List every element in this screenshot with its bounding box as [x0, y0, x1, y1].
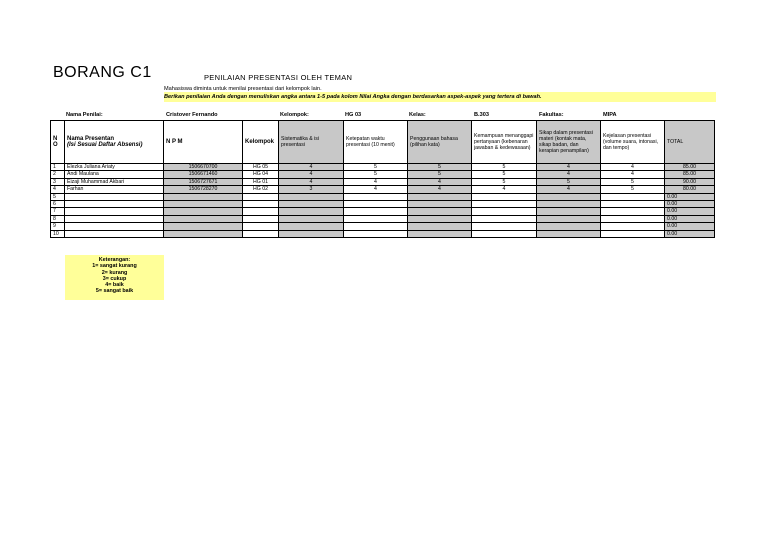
- header-sikap: Sikap dalam presentasi materi (kontak mata, sikap badan, dan kerapian penampilan): [537, 121, 601, 164]
- header-total: TOTAL: [665, 121, 715, 164]
- cell-ketepatan-waktu[interactable]: [344, 208, 408, 215]
- cell-bahasa[interactable]: 4: [408, 186, 472, 193]
- cell-total: 0.00: [665, 215, 715, 222]
- table-row: [51, 186, 715, 193]
- legend-item: 5= sangat baik: [95, 288, 134, 295]
- cell-bahasa[interactable]: [408, 193, 472, 200]
- cell-menanggapi[interactable]: [472, 223, 537, 230]
- cell-npm[interactable]: 1506727671: [164, 178, 243, 185]
- cell-sikap[interactable]: [537, 193, 601, 200]
- cell-kejelasan[interactable]: [601, 193, 665, 200]
- cell-nama[interactable]: [65, 223, 164, 230]
- cell-npm[interactable]: [164, 201, 243, 208]
- cell-no: 7: [51, 208, 65, 215]
- cell-kelompok[interactable]: HG 01: [243, 178, 279, 185]
- cell-kelompok[interactable]: [243, 193, 279, 200]
- cell-no: 9: [51, 223, 65, 230]
- cell-kejelasan[interactable]: [601, 230, 665, 237]
- header-sistematika: Sistematika & isi presentasi: [279, 121, 344, 164]
- cell-no: 4: [51, 186, 65, 193]
- cell-total: 90.00: [665, 178, 715, 185]
- instruction-line-2: Berikan penilaian Anda dengan menuliskan angka antara 1-5 pada kolom Nilai Angka dengan berdasarkan aspek-aspek yang tertera di bawah.: [164, 92, 716, 102]
- table-row: [51, 215, 715, 222]
- form-title: BORANG C1: [53, 64, 152, 81]
- penilai-value[interactable]: Cristover Fernando: [166, 112, 218, 118]
- header-no: N O: [51, 121, 65, 164]
- cell-nama[interactable]: [65, 193, 164, 200]
- cell-sikap[interactable]: [537, 208, 601, 215]
- cell-npm[interactable]: [164, 208, 243, 215]
- legend-item: 4= baik: [105, 282, 124, 289]
- cell-menanggapi[interactable]: [472, 208, 537, 215]
- cell-kejelasan[interactable]: [601, 215, 665, 222]
- cell-sikap[interactable]: [537, 201, 601, 208]
- cell-npm[interactable]: 1506670700: [164, 164, 243, 171]
- cell-no: 1: [51, 164, 65, 171]
- cell-no: 10: [51, 230, 65, 237]
- cell-nama[interactable]: [65, 208, 164, 215]
- cell-sikap[interactable]: [537, 230, 601, 237]
- cell-total: 0.00: [665, 193, 715, 200]
- cell-kelompok[interactable]: [243, 208, 279, 215]
- cell-kejelasan[interactable]: 5: [601, 186, 665, 193]
- table-row: [51, 208, 715, 215]
- cell-kelompok[interactable]: HG 05: [243, 164, 279, 171]
- cell-kejelasan[interactable]: [601, 201, 665, 208]
- cell-menanggapi[interactable]: 5: [472, 178, 537, 185]
- cell-total: 80.00: [665, 186, 715, 193]
- cell-bahasa[interactable]: [408, 230, 472, 237]
- table-row: [51, 223, 715, 230]
- cell-ketepatan-waktu[interactable]: 5: [344, 171, 408, 178]
- cell-nama[interactable]: Eizaji Muhammad Akbari: [65, 178, 164, 185]
- cell-no: 2: [51, 171, 65, 178]
- legend-item: 3= cukup: [102, 275, 127, 282]
- table-row: [51, 201, 715, 208]
- table-row: [51, 164, 715, 171]
- cell-sikap[interactable]: [537, 215, 601, 222]
- cell-bahasa[interactable]: [408, 223, 472, 230]
- cell-kejelasan[interactable]: [601, 208, 665, 215]
- legend-title: Keterangan:: [98, 257, 131, 263]
- header-ketepatan-waktu: Ketepatan waktu presentasi (10 menit): [344, 121, 408, 164]
- cell-menanggapi[interactable]: [472, 230, 537, 237]
- cell-sistematika[interactable]: [279, 230, 344, 237]
- cell-menanggapi[interactable]: [472, 193, 537, 200]
- cell-ketepatan-waktu[interactable]: [344, 215, 408, 222]
- cell-menanggapi[interactable]: [472, 201, 537, 208]
- kelas-value[interactable]: B.303: [474, 112, 489, 118]
- cell-sistematika[interactable]: [279, 208, 344, 215]
- cell-sistematika[interactable]: 4: [279, 178, 344, 185]
- cell-kelompok[interactable]: HG 04: [243, 171, 279, 178]
- cell-npm[interactable]: [164, 215, 243, 222]
- header-kejelasan: Kejelasan presentasi (volume suara, intonasi, dan tempo): [601, 121, 665, 164]
- legend-item: 1= sangat kurang: [92, 263, 137, 270]
- cell-kelompok[interactable]: HG 02: [243, 186, 279, 193]
- cell-sistematika[interactable]: [279, 193, 344, 200]
- cell-total: 85.00: [665, 171, 715, 178]
- header-nama: [65, 121, 164, 164]
- cell-nama[interactable]: Elezka Juliana Ariaty: [65, 164, 164, 171]
- cell-npm[interactable]: [164, 223, 243, 230]
- cell-ketepatan-waktu[interactable]: [344, 230, 408, 237]
- cell-bahasa[interactable]: 5: [408, 171, 472, 178]
- cell-ketepatan-waktu[interactable]: 4: [344, 186, 408, 193]
- cell-bahasa[interactable]: 5: [408, 164, 472, 171]
- header-bahasa: Penggunaan bahasa (pilihan kata): [408, 121, 472, 164]
- cell-sikap[interactable]: 4: [537, 186, 601, 193]
- fakultas-label: Fakultas:: [539, 112, 564, 118]
- header-nama-title: Nama Presentan: [67, 136, 115, 142]
- cell-nama[interactable]: Andi Maulana: [65, 171, 164, 178]
- cell-kelompok[interactable]: [243, 223, 279, 230]
- cell-no: 8: [51, 215, 65, 222]
- cell-sistematika[interactable]: [279, 223, 344, 230]
- cell-menanggapi[interactable]: 5: [472, 171, 537, 178]
- cell-sikap[interactable]: [537, 223, 601, 230]
- cell-bahasa[interactable]: [408, 208, 472, 215]
- kelas-label: Kelas:: [409, 112, 426, 118]
- cell-nama[interactable]: Farhan: [65, 186, 164, 193]
- table-row: [51, 193, 715, 200]
- cell-kelompok[interactable]: [243, 230, 279, 237]
- cell-menanggapi[interactable]: [472, 215, 537, 222]
- cell-sikap[interactable]: 4: [537, 164, 601, 171]
- legend-item: 2= kurang: [101, 269, 128, 276]
- legend-box: [65, 255, 164, 300]
- cell-no: 3: [51, 178, 65, 185]
- table-row: [51, 178, 715, 185]
- cell-sikap[interactable]: 5: [537, 178, 601, 185]
- instruction-line-1: Mahasiswa diminta untuk menilai presentasi dari kelompok lain.: [164, 86, 322, 92]
- cell-bahasa[interactable]: [408, 215, 472, 222]
- assessment-table: [50, 120, 715, 238]
- cell-ketepatan-waktu[interactable]: [344, 193, 408, 200]
- cell-bahasa[interactable]: 4: [408, 178, 472, 185]
- cell-kejelasan[interactable]: 5: [601, 178, 665, 185]
- penilai-label: Nama Penilai:: [66, 112, 103, 118]
- cell-menanggapi[interactable]: 5: [472, 164, 537, 171]
- header-npm: N P M: [164, 121, 243, 164]
- cell-npm[interactable]: [164, 193, 243, 200]
- cell-nama[interactable]: [65, 230, 164, 237]
- cell-sistematika[interactable]: [279, 201, 344, 208]
- table-row: [51, 171, 715, 178]
- cell-kejelasan[interactable]: 4: [601, 164, 665, 171]
- cell-total: 0.00: [665, 208, 715, 215]
- fakultas-value[interactable]: MIPA: [603, 112, 617, 118]
- kelompok-value[interactable]: HG 03: [345, 112, 362, 118]
- cell-npm[interactable]: [164, 230, 243, 237]
- cell-kejelasan[interactable]: [601, 223, 665, 230]
- cell-sistematika[interactable]: [279, 215, 344, 222]
- table-row: [51, 230, 715, 237]
- header-menanggapi: Kemampuan menanggapi pertanyaan (kebenaran jawaban & kedewasaan): [472, 121, 537, 164]
- cell-bahasa[interactable]: [408, 201, 472, 208]
- cell-ketepatan-waktu[interactable]: [344, 201, 408, 208]
- cell-sistematika[interactable]: 4: [279, 164, 344, 171]
- cell-kejelasan[interactable]: 4: [601, 171, 665, 178]
- cell-ketepatan-waktu[interactable]: [344, 223, 408, 230]
- header-nama-note: (Isi Sesuai Daftar Absensi): [67, 142, 143, 148]
- form-subtitle: PENILAIAN PRESENTASI OLEH TEMAN: [204, 73, 353, 82]
- cell-ketepatan-waktu[interactable]: 4: [344, 178, 408, 185]
- cell-total: 85.00: [665, 164, 715, 171]
- cell-npm[interactable]: 1506671460: [164, 171, 243, 178]
- cell-kelompok[interactable]: [243, 201, 279, 208]
- header-row: [51, 121, 715, 164]
- cell-menanggapi[interactable]: 4: [472, 186, 537, 193]
- cell-total: 0.00: [665, 201, 715, 208]
- cell-no: 5: [51, 193, 65, 200]
- cell-total: 0.00: [665, 230, 715, 237]
- cell-no: 6: [51, 201, 65, 208]
- cell-sikap[interactable]: 4: [537, 171, 601, 178]
- kelompok-label: Kelompok:: [280, 112, 309, 118]
- cell-nama[interactable]: [65, 201, 164, 208]
- cell-total: 0.00: [665, 223, 715, 230]
- cell-kelompok[interactable]: [243, 215, 279, 222]
- cell-sistematika[interactable]: 4: [279, 171, 344, 178]
- cell-sistematika[interactable]: 3: [279, 186, 344, 193]
- cell-nama[interactable]: [65, 215, 164, 222]
- header-kelompok: Kelompok: [243, 121, 279, 164]
- cell-npm[interactable]: 1506728270: [164, 186, 243, 193]
- cell-ketepatan-waktu[interactable]: 5: [344, 164, 408, 171]
